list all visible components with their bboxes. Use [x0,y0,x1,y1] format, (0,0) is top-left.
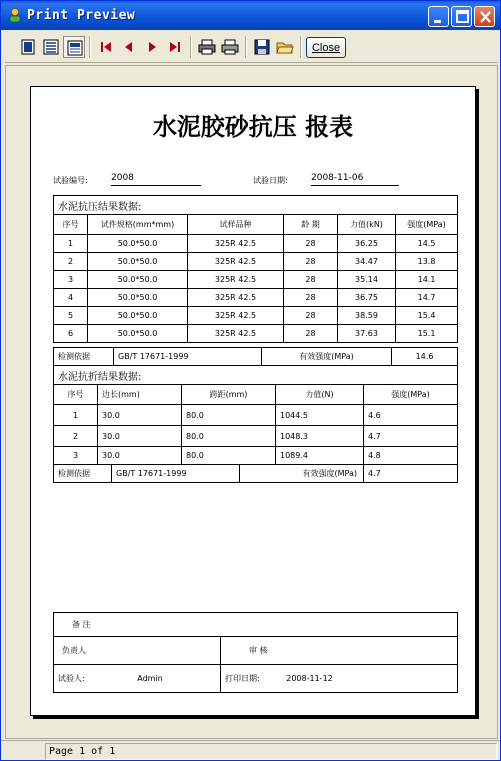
printer-setup-icon [198,38,216,56]
minimize-icon [429,7,450,28]
print-date-cell [221,665,458,693]
column-header: 试件规格(mm*mm) [88,215,188,235]
report-page [30,86,476,716]
column-header: 边长(mm) [98,385,182,405]
cell: 30.0 [98,426,182,447]
table-row [54,235,458,253]
cell: 1 [54,405,98,426]
one-page-icon [19,38,37,56]
table-row [54,405,458,426]
tester-label: 试验人: [58,674,85,683]
cell: 34.47 [338,253,396,271]
responsible-label: 负责人 [54,637,221,665]
cell: 325R 42.5 [188,253,284,271]
cell: 30.0 [98,447,182,465]
valid-strength-label: 有效强度(MPa) [240,465,364,483]
test-date-label: 试验日期: [253,176,288,185]
cell: 50.0*50.0 [88,325,188,343]
whole-page-button[interactable] [63,36,85,58]
cell: 15.4 [396,307,458,325]
cell: 28 [284,271,338,289]
test-date-value: 2008-11-06 [311,173,399,186]
open-button[interactable] [274,36,296,58]
last-page-icon [166,38,184,56]
table-row [54,289,458,307]
table-row [54,307,458,325]
cell: 325R 42.5 [188,289,284,307]
tester-cell [54,665,221,693]
column-header: 强度(MPa) [364,385,458,405]
cell: 30.0 [98,405,182,426]
remarks-label: 备 注 [54,613,458,637]
column-header: 强度(MPa) [396,215,458,235]
whole-page-icon [66,39,84,57]
cell: 14.5 [396,235,458,253]
cell: 3 [54,447,98,465]
cell: 35.14 [338,271,396,289]
cell: 1048.3 [276,426,364,447]
cell: 2 [54,253,88,271]
review-label: 审 核 [221,637,458,665]
report-title: 水泥胶砂抗压 报表 [152,112,354,141]
close-icon [475,7,496,28]
valid-strength-value: 4.7 [364,465,458,483]
printer-icon [221,38,239,56]
cell: 50.0*50.0 [88,307,188,325]
next-page-button[interactable] [141,36,163,58]
compression-summary [53,347,458,366]
flexural-table [53,365,458,465]
page-width-button[interactable] [40,36,62,58]
page-indicator: Page 1 of 1 [45,743,497,760]
valid-strength-label: 有效强度(MPa) [262,348,392,366]
table-row [54,325,458,343]
preview-area[interactable] [5,65,498,739]
cell: 37.63 [338,325,396,343]
status-bar [1,740,500,760]
cell: 1 [54,235,88,253]
basis-value: GB/T 17671-1999 [112,465,240,483]
first-page-icon [97,38,115,56]
compression-header-row [54,215,458,235]
basis-label: 检测依据 [54,465,112,483]
maximize-button[interactable] [451,6,472,27]
cell: 325R 42.5 [188,271,284,289]
previous-page-button[interactable] [118,36,140,58]
cell: 50.0*50.0 [88,289,188,307]
cell: 36.75 [338,289,396,307]
table-row [54,253,458,271]
tester-value: Admin [137,674,163,683]
cell: 28 [284,235,338,253]
column-header: 跨距(mm) [182,385,276,405]
column-header: 序号 [54,385,98,405]
title-bar[interactable] [1,1,500,30]
cell: 6 [54,325,88,343]
valid-strength-value: 14.6 [392,348,458,366]
cell: 1044.5 [276,405,364,426]
cell: 4.7 [364,426,458,447]
open-folder-icon [276,38,294,56]
print-date-value: 2008-11-12 [286,674,333,683]
cell: 28 [284,325,338,343]
cell: 38.59 [338,307,396,325]
table-row [54,271,458,289]
cell: 14.1 [396,271,458,289]
print-button[interactable] [219,36,241,58]
window-title: Print Preview [27,8,136,23]
cell: 50.0*50.0 [88,271,188,289]
cell: 4 [54,289,88,307]
cell: 2 [54,426,98,447]
first-page-button[interactable] [95,36,117,58]
cell: 4.6 [364,405,458,426]
test-no-value: 2008 [111,173,201,186]
toolbar-separator [190,36,192,58]
cell: 15.1 [396,325,458,343]
last-page-button[interactable] [164,36,186,58]
cell: 80.0 [182,405,276,426]
compression-table [53,195,458,343]
cell: 50.0*50.0 [88,235,188,253]
cell: 80.0 [182,426,276,447]
compression-section-title: 水泥抗压结果数据: [54,196,458,215]
one-page-button[interactable] [17,36,39,58]
column-header: 序号 [54,215,88,235]
toolbar-separator [245,36,247,58]
cell: 325R 42.5 [188,235,284,253]
table-row [54,426,458,447]
column-header: 试样品种 [188,215,284,235]
cell: 36.25 [338,235,396,253]
floppy-disk-icon [253,38,271,56]
flexural-summary [53,464,458,483]
cell: 5 [54,307,88,325]
basis-label: 检测依据 [54,348,114,366]
column-header: 龄 期 [284,215,338,235]
test-no-label: 试验编号: [53,176,88,185]
maximize-icon [452,7,473,28]
print-setup-button[interactable] [196,36,218,58]
page-width-icon [42,38,60,56]
toolbar [5,31,498,63]
next-page-icon [143,38,161,56]
signature-table [53,612,458,693]
cell: 28 [284,289,338,307]
toolbar-separator [300,36,302,58]
cell: 50.0*50.0 [88,253,188,271]
app-icon [7,7,23,23]
previous-page-icon [120,38,138,56]
cell: 28 [284,253,338,271]
flexural-header-row [54,385,458,405]
basis-value: GB/T 17671-1999 [114,348,262,366]
close-window-button[interactable] [474,6,495,27]
minimize-button[interactable] [428,6,449,27]
flexural-section-title: 水泥抗折结果数据: [54,366,458,385]
close-button[interactable]: Close [306,37,346,58]
cell: 325R 42.5 [188,307,284,325]
cell: 4.8 [364,447,458,465]
cell: 14.7 [396,289,458,307]
cell: 80.0 [182,447,276,465]
cell: 1089.4 [276,447,364,465]
print-date-label: 打印日期: [225,674,260,683]
column-header: 力值(kN) [338,215,396,235]
toolbar-separator [89,36,91,58]
save-button[interactable] [251,36,273,58]
cell: 13.8 [396,253,458,271]
cell: 3 [54,271,88,289]
cell: 325R 42.5 [188,325,284,343]
cell: 28 [284,307,338,325]
column-header: 力值(N) [276,385,364,405]
table-row [54,447,458,465]
